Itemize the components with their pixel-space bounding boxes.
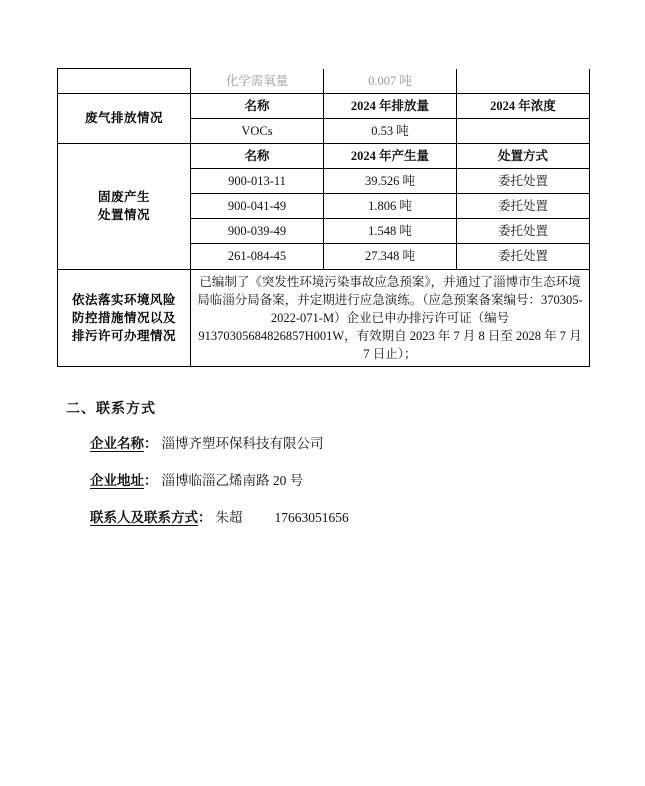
header-concentration-2024: 2024 年浓度 <box>457 93 590 118</box>
header-name: 名称 <box>191 93 324 118</box>
cell-vocs-amount: 0.53 吨 <box>324 118 457 143</box>
cell-waste-amount: 1.548 吨 <box>324 219 457 244</box>
contact-colon: ： <box>144 436 158 451</box>
cell-waste-code: 261-084-45 <box>191 244 324 269</box>
table-row <box>58 143 590 168</box>
cell-waste-disposal: 委托处置 <box>457 194 590 219</box>
contact-value-person-name: 朱超 <box>215 510 243 525</box>
table-row <box>58 269 590 367</box>
header-solid-name: 名称 <box>191 143 324 168</box>
cell-cod-extra <box>457 69 590 94</box>
cell-vocs-concentration <box>457 118 590 143</box>
cell-waste-code: 900-041-49 <box>191 194 324 219</box>
contact-row-company-address <box>90 469 590 489</box>
cell-waste-disposal: 委托处置 <box>457 244 590 269</box>
header-disposal-method: 处置方式 <box>457 143 590 168</box>
header-solid-output-2024: 2024 年产生量 <box>324 143 457 168</box>
cell-empty-label <box>58 69 191 94</box>
contact-colon: ： <box>144 473 158 488</box>
contact-label-company-address: 企业地址 <box>90 473 144 488</box>
row-label-risk-control: 依法落实环境风险 防控措施情况以及 排污许可办理情况 <box>58 269 191 367</box>
cell-waste-code: 900-039-49 <box>191 219 324 244</box>
cell-waste-amount: 1.806 吨 <box>324 194 457 219</box>
cell-waste-amount: 27.348 吨 <box>324 244 457 269</box>
cell-waste-amount: 39.526 吨 <box>324 169 457 194</box>
row-label-solid-waste: 固废产生 处置情况 <box>58 143 191 269</box>
cell-risk-control-content: 已编制了《突发性环境污染事故应急预案》，并通过了淄博市生态环境局临淄分局备案，并定期进行应急演练。（应急预案备案编号：370305-2022-071-M）企业已申办排污许可证（编号 91370305684826857H001W，有效期自 2023 年 7 月 8 日至 2028 年 7 月 7 日止）； <box>191 269 590 367</box>
table-row <box>58 69 590 94</box>
contact-label-person: 联系人及联系方式 <box>90 510 198 525</box>
contact-row-company-name <box>90 432 590 452</box>
cell-cod-name: 化学需氧量 <box>191 69 324 94</box>
cell-waste-disposal: 委托处置 <box>457 169 590 194</box>
section-title-contact: 二、联系方式 <box>66 402 156 417</box>
contact-colon: ： <box>198 510 212 525</box>
cell-vocs-name: VOCs <box>191 118 324 143</box>
contact-value-company-name: 淄博齐塑环保科技有限公司 <box>161 436 324 451</box>
table-row <box>58 93 590 118</box>
row-label-waste-gas: 废气排放情况 <box>58 93 191 143</box>
cell-cod-value: 0.007 吨 <box>324 69 457 94</box>
contact-label-company-name: 企业名称 <box>90 436 144 451</box>
environment-data-table <box>57 68 590 367</box>
cell-waste-disposal: 委托处置 <box>457 219 590 244</box>
contact-row-person <box>90 506 590 526</box>
contact-value-company-address: 淄博临淄乙烯南路 20 号 <box>161 473 304 488</box>
cell-waste-code: 900-013-11 <box>191 169 324 194</box>
contact-block <box>90 432 590 543</box>
contact-value-phone: 17663051656 <box>274 510 349 525</box>
header-emission-2024: 2024 年排放量 <box>324 93 457 118</box>
